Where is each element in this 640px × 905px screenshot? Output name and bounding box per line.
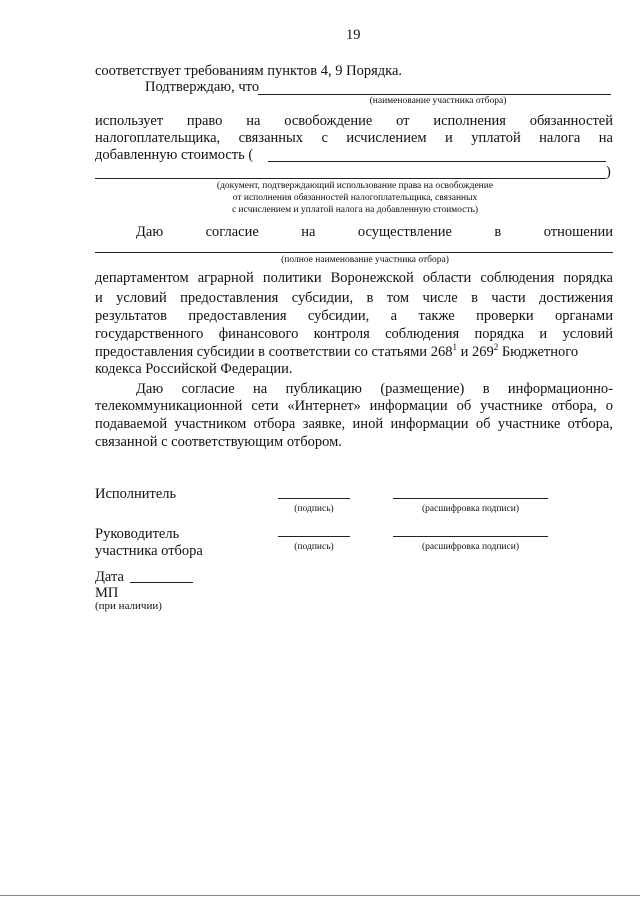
executor-decoding-caption: (расшифровка подписи) xyxy=(422,504,519,514)
executor-signature-caption: (подпись) xyxy=(294,504,334,514)
manager-label-2: участника отбора xyxy=(95,543,203,559)
article-superscript-1: 1 xyxy=(452,342,457,353)
consent-body-line-2: и условий предоставления субсидии, в том числе в части достижения xyxy=(95,290,613,306)
consent-body-line-5-c: Бюджетного xyxy=(498,344,579,360)
uses-right-line-2: налогоплательщика, связанных с исчислением и уплатой налога на xyxy=(95,130,613,146)
document-caption-1: (документ, подтверждающий использование права на освобождение xyxy=(216,181,494,191)
participant-name-caption: (наименование участника отбора) xyxy=(369,96,507,106)
consent-body-line-4: государственного финансового контроля соблюдения порядка и условий xyxy=(95,326,613,342)
executor-label: Исполнитель xyxy=(95,486,177,502)
uses-right-line-1: использует право на освобождение от исполнения обязанностей xyxy=(95,113,613,129)
publication-line-1: Даю согласие на публикацию (размещение) в информационно- xyxy=(136,381,613,397)
consent-body-line-3: результатов предоставления субсидии, а также проверки органами xyxy=(95,308,613,324)
publication-line-3: подаваемой участником отбора заявке, иной информации об участнике отбора, xyxy=(95,416,613,432)
page-number: 19 xyxy=(346,27,361,43)
manager-decoding-caption: (расшифровка подписи) xyxy=(422,542,519,552)
document-field-1[interactable] xyxy=(268,161,606,162)
executor-decoding-field[interactable] xyxy=(393,498,548,499)
stamp-label: МП xyxy=(95,585,119,601)
date-field[interactable] xyxy=(130,582,193,583)
full-name-field[interactable] xyxy=(95,252,613,253)
consent-body-line-5-b: и 269 xyxy=(456,344,494,360)
article-superscript-2: 2 xyxy=(493,342,499,353)
manager-decoding-field[interactable] xyxy=(393,536,548,537)
uses-right-line-3: добавленную стоимость ( xyxy=(95,147,254,163)
bottom-rule xyxy=(0,895,640,896)
document-caption-3: с исчислением и уплатой налога на добавленную стоимость) xyxy=(231,205,479,215)
consent-body-line-5-a: предоставления субсидии в соответствии со статьями 268 xyxy=(95,344,453,360)
consent-body-line-6: кодекса Российской Федерации. xyxy=(95,361,293,377)
paragraph-line: соответствует требованиям пунктов 4, 9 Порядка. xyxy=(95,63,403,79)
date-label: Дата xyxy=(95,569,124,585)
document-field-2[interactable] xyxy=(95,178,606,179)
consent-body-line-1: департаментом аграрной политики Воронежской области соблюдения порядка xyxy=(95,270,613,286)
publication-line-2: телекоммуникационной сети «Интернет» информации об участнике отбора, о xyxy=(95,398,613,414)
confirm-text: Подтверждаю, что xyxy=(145,79,260,95)
full-name-caption: (полное наименование участника отбора) xyxy=(281,255,449,265)
stamp-note: (при наличии) xyxy=(95,600,162,612)
manager-label-1: Руководитель xyxy=(95,526,180,542)
manager-signature-field[interactable] xyxy=(278,536,350,537)
executor-signature-field[interactable] xyxy=(278,498,350,499)
participant-name-field[interactable] xyxy=(258,94,611,95)
manager-signature-caption: (подпись) xyxy=(294,542,334,552)
close-paren: ) xyxy=(606,164,611,180)
document-caption-2: от исполнения обязанностей налогоплательщика, связанных xyxy=(232,193,478,203)
consent-line-1: Даю согласие на осуществление в отношении xyxy=(136,224,613,240)
publication-line-4: связанной с соответствующим отбором. xyxy=(95,434,342,450)
